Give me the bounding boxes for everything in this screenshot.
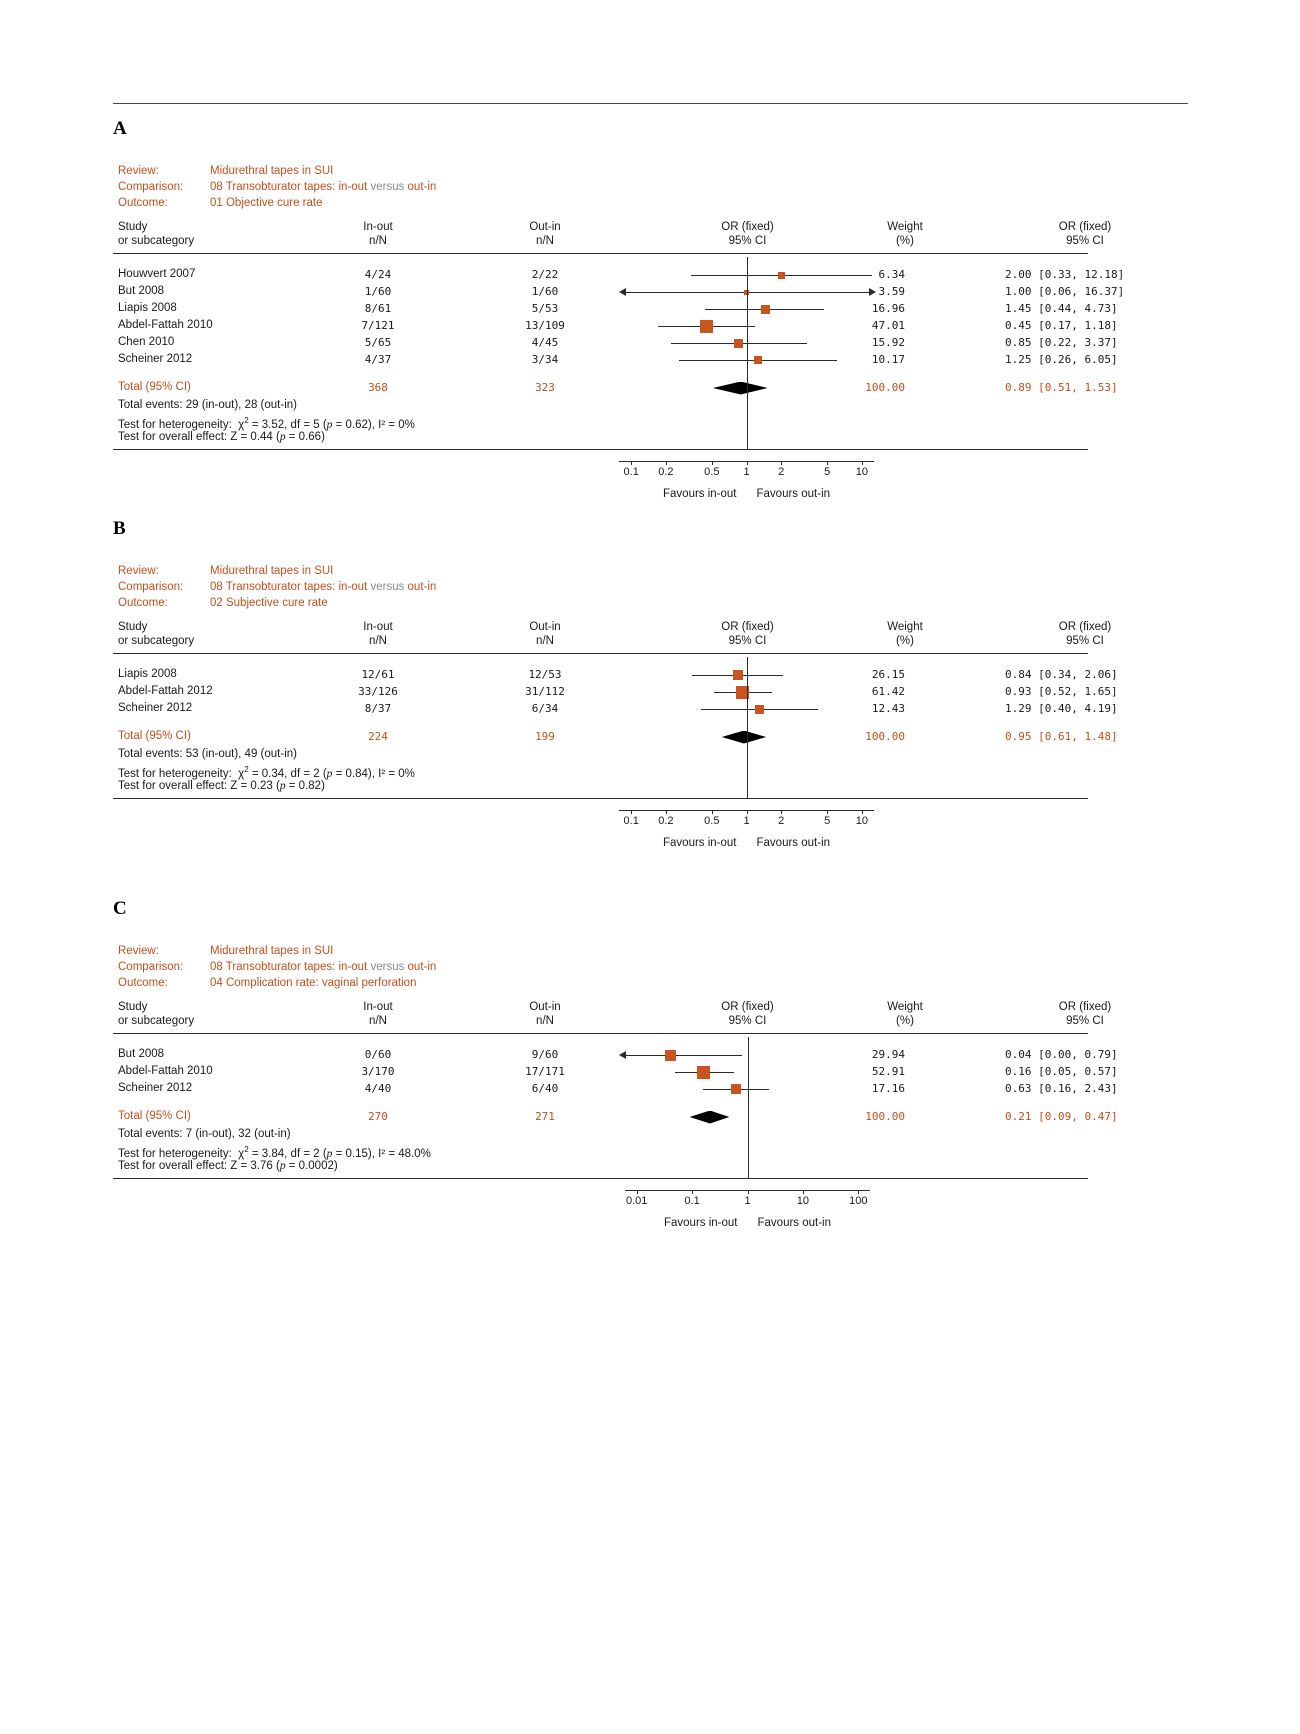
summary-diamond [713,382,768,395]
total-label: Total (95% CI) [118,730,191,742]
axis-tick [666,810,667,814]
study-effect: 0.45 [0.17, 1.18] [1005,319,1118,332]
axis-tick-label: 0.5 [704,466,720,478]
axis-tick-label: 1 [743,815,750,827]
null-effect-line [747,657,748,798]
axis-tick-label: 10 [855,815,868,827]
study-in-out-n: 3/170 [361,1065,395,1078]
study-effect: 1.25 [0.26, 6.05] [1005,353,1118,366]
study-weight: 17.16 [871,1082,905,1095]
panel-meta [118,563,436,611]
study-name: Abdel-Fattah 2012 [118,685,213,697]
study-weight: 15.92 [871,336,905,349]
total-label: Total (95% CI) [118,1110,191,1122]
null-effect-line [747,257,748,449]
favours-right-label: Favours out-in [757,1217,832,1229]
axis-tick [862,461,863,465]
axis-tick-label: 0.5 [704,815,720,827]
study-weight: 6.34 [878,268,905,281]
total-in-out-n: 270 [368,1110,388,1123]
axis-tick-label: 0.1 [623,815,639,827]
meta-review: Review: Midurethral tapes in SUI [118,945,334,957]
study-out-in-n: 12/53 [528,668,562,681]
heterogeneity-test: Test for heterogeneity: $\chi^2 = 3.84$, df = 2 (p = 0.15), I² = 48.0% [118,1145,431,1160]
effect-marker [761,305,770,314]
axis-tick-label: 0.2 [658,466,674,478]
favours-left-label: Favours in-out [663,1217,738,1229]
study-effect: 0.16 [0.05, 0.57] [1005,1065,1118,1078]
axis-tick-label: 100 [849,1195,868,1207]
header-out-in: Out-in n/N [529,621,561,647]
favours-left-label: Favours in-out [663,488,737,500]
axis-tick [666,461,667,465]
panel-letter: C [113,898,127,919]
header-in-out: In-out n/N [363,621,393,647]
meta-review: Review: Midurethral tapes in SUI [118,165,334,177]
total-out-in-n: 271 [535,1110,555,1123]
total-weight: 100.00 [865,381,905,394]
axis-tick [631,810,632,814]
meta-comparison: Comparison: 08 Transobturator tapes: in-out versus out-in [118,181,437,193]
panel-meta [118,943,436,991]
study-name: Houwvert 2007 [118,268,196,280]
study-in-out-n: 8/61 [364,302,392,315]
effect-marker [755,705,764,714]
axis-tick [858,1190,859,1194]
ci-right-arrow [869,288,876,296]
study-out-in-n: 2/22 [531,268,559,281]
header-divider [113,253,1088,254]
study-name: Scheiner 2012 [118,1082,193,1094]
total-weight: 100.00 [865,1110,905,1123]
total-label: Total (95% CI) [118,381,191,393]
header-study: Study or subcategory [118,621,195,647]
study-weight: 3.59 [878,285,905,298]
panel-letter: B [113,518,126,539]
favours-right-label: Favours out-in [756,488,831,500]
axis-tick [747,461,748,465]
header-weight: Weight (%) [887,221,923,247]
study-name: Abdel-Fattah 2010 [118,1065,213,1077]
study-name: Scheiner 2012 [118,353,193,365]
study-in-out-n: 4/37 [364,353,392,366]
total-events: Total events: 29 (in-out), 28 (out-in) [118,399,297,411]
axis-tick [637,1190,638,1194]
study-name: Chen 2010 [118,336,175,348]
study-out-in-n: 4/45 [531,336,559,349]
axis-tick [631,461,632,465]
footer-divider [113,449,1088,450]
study-weight: 16.96 [871,302,905,315]
study-name: Scheiner 2012 [118,702,193,714]
footer-divider [113,798,1088,799]
heterogeneity-test: Test for heterogeneity: $\chi^2 = 3.52$, df = 5 (p = 0.62), I² = 0% [118,416,415,431]
study-weight: 12.43 [871,702,905,715]
study-effect: 1.45 [0.44, 4.73] [1005,302,1118,315]
study-effect: 0.63 [0.16, 2.43] [1005,1082,1118,1095]
meta-review: Review: Midurethral tapes in SUI [118,565,334,577]
header-divider [113,653,1088,654]
overall-effect-test: Test for overall effect: Z = 3.76 (p = 0.0002) [118,1160,338,1172]
study-weight: 29.94 [871,1048,905,1061]
header-in-out: In-out n/N [363,1001,393,1027]
summary-diamond [722,731,766,744]
study-effect: 0.93 [0.52, 1.65] [1005,685,1118,698]
study-out-in-n: 6/40 [531,1082,559,1095]
axis-tick [781,461,782,465]
study-weight: 61.42 [871,685,905,698]
study-out-in-n: 6/34 [531,702,559,715]
axis-tick-label: 1 [744,1195,751,1207]
overall-effect-test: Test for overall effect: Z = 0.23 (p = 0.82) [118,780,325,792]
axis-tick-label: 0.2 [658,815,674,827]
effect-marker [700,320,713,333]
effect-marker [754,356,762,364]
panel-meta [118,163,436,211]
ci-left-arrow [619,288,626,296]
study-out-in-n: 9/60 [531,1048,559,1061]
study-name: But 2008 [118,1048,165,1060]
panel-letter: A [113,118,127,139]
favours-left-label: Favours in-out [663,837,737,849]
header-effect: OR (fixed) 95% CI [1058,221,1112,247]
axis-tick [827,461,828,465]
meta-outcome: Outcome: 01 Objective cure rate [118,197,323,209]
axis-tick-label: 2 [778,466,785,478]
study-weight: 26.15 [871,668,905,681]
total-in-out-n: 368 [368,381,388,394]
heterogeneity-test: Test for heterogeneity: $\chi^2 = 0.34$, df = 2 (p = 0.84), I² = 0% [118,765,415,780]
confidence-interval-line [626,1055,742,1056]
total-effect: 0.21 [0.09, 0.47] [1005,1110,1118,1123]
axis-tick-label: 0.1 [684,1195,700,1207]
header-in-out: In-out n/N [363,221,393,247]
top-divider [113,103,1188,104]
study-out-in-n: 1/60 [531,285,559,298]
study-out-in-n: 13/109 [525,319,565,332]
meta-comparison: Comparison: 08 Transobturator tapes: in-out versus out-in [118,961,437,973]
axis-tick [692,1190,693,1194]
effect-marker [733,670,743,680]
header-study: Study or subcategory [118,221,195,247]
meta-outcome: Outcome: 04 Complication rate: vaginal perforation [118,977,417,989]
header-out-in: Out-in n/N [529,221,561,247]
axis-tick [803,1190,804,1194]
total-effect: 0.95 [0.61, 1.48] [1005,730,1118,743]
effect-marker [665,1050,676,1061]
axis-tick-label: 5 [824,466,831,478]
total-events: Total events: 53 (in-out), 49 (out-in) [118,748,297,760]
header-plot: OR (fixed) 95% CI [721,221,774,247]
ci-left-arrow [619,1051,626,1059]
overall-effect-test: Test for overall effect: Z = 0.44 (p = 0.66) [118,431,325,443]
meta-outcome: Outcome: 02 Subjective cure rate [118,597,328,609]
study-weight: 47.01 [871,319,905,332]
study-in-out-n: 12/61 [361,668,395,681]
study-effect: 0.04 [0.00, 0.79] [1005,1048,1118,1061]
study-effect: 0.85 [0.22, 3.37] [1005,336,1118,349]
study-out-in-n: 3/34 [531,353,559,366]
axis-tick [827,810,828,814]
axis-tick-label: 0.1 [623,466,639,478]
axis-tick-label: 10 [796,1195,810,1207]
effect-marker [697,1066,710,1079]
header-effect: OR (fixed) 95% CI [1058,621,1112,647]
header-plot: OR (fixed) 95% CI [721,621,774,647]
total-weight: 100.00 [865,730,905,743]
study-effect: 2.00 [0.33, 12.18] [1005,268,1125,281]
effect-marker [731,1084,741,1094]
meta-comparison: Comparison: 08 Transobturator tapes: in-out versus out-in [118,581,437,593]
study-weight: 10.17 [871,353,905,366]
axis-tick [747,810,748,814]
total-events: Total events: 7 (in-out), 32 (out-in) [118,1128,291,1140]
header-divider [113,1033,1088,1034]
study-in-out-n: 7/121 [361,319,395,332]
total-out-in-n: 199 [535,730,555,743]
summary-diamond [690,1111,730,1124]
study-in-out-n: 33/126 [358,685,398,698]
study-out-in-n: 17/171 [525,1065,565,1078]
header-out-in: Out-in n/N [529,1001,561,1027]
total-out-in-n: 323 [535,381,555,394]
study-out-in-n: 31/112 [525,685,565,698]
study-effect: 1.00 [0.06, 16.37] [1005,285,1125,298]
axis-tick-label: 1 [743,466,750,478]
total-in-out-n: 224 [368,730,388,743]
effect-marker [734,339,743,348]
axis-tick [748,1190,749,1194]
study-weight: 52.91 [871,1065,905,1078]
header-study: Study or subcategory [118,1001,195,1027]
study-name: But 2008 [118,285,165,297]
study-effect: 0.84 [0.34, 2.06] [1005,668,1118,681]
axis-tick-label: 5 [824,815,831,827]
study-effect: 1.29 [0.40, 4.19] [1005,702,1118,715]
study-in-out-n: 4/40 [364,1082,392,1095]
study-in-out-n: 8/37 [364,702,392,715]
footer-divider [113,1178,1088,1179]
total-effect: 0.89 [0.51, 1.53] [1005,381,1118,394]
axis-tick-label: 10 [855,466,868,478]
header-plot: OR (fixed) 95% CI [721,1001,774,1027]
study-in-out-n: 4/24 [364,268,392,281]
axis-tick [781,810,782,814]
axis-tick [862,810,863,814]
study-in-out-n: 1/60 [364,285,392,298]
header-weight: Weight (%) [887,621,923,647]
axis-tick-label: 0.01 [625,1195,648,1207]
null-effect-line [748,1037,749,1178]
effect-marker [778,272,785,279]
axis-tick [712,810,713,814]
study-in-out-n: 5/65 [364,336,392,349]
favours-right-label: Favours out-in [756,837,831,849]
header-weight: Weight (%) [887,1001,923,1027]
study-out-in-n: 5/53 [531,302,559,315]
study-in-out-n: 0/60 [364,1048,392,1061]
study-name: Abdel-Fattah 2010 [118,319,213,331]
study-name: Liapis 2008 [118,302,177,314]
axis-tick-label: 2 [778,815,785,827]
header-effect: OR (fixed) 95% CI [1058,1001,1112,1027]
study-name: Liapis 2008 [118,668,177,680]
axis-tick [712,461,713,465]
